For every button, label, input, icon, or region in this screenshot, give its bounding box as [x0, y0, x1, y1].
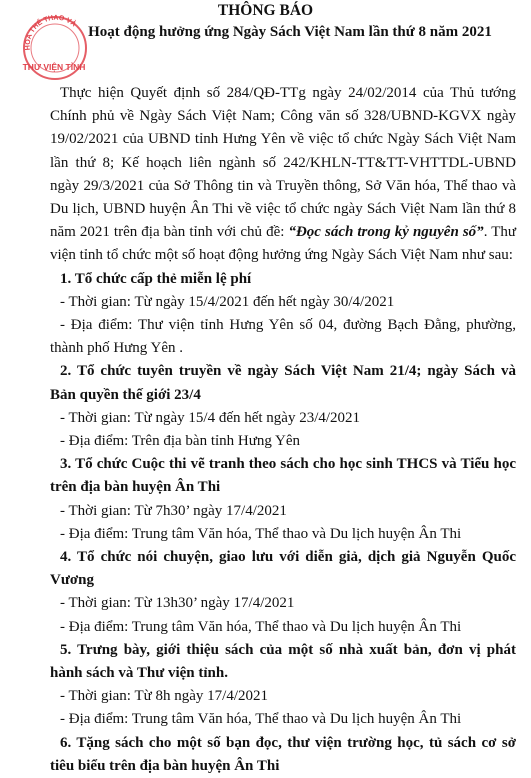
section-1-time: - Thời gian: Từ ngày 15/4/2021 đến hết ngày 30/4/2021 — [60, 293, 395, 310]
document-subtitle: Hoạt động hưởng ứng Ngày Sách Việt Nam lần thứ 8 năm 2021 — [88, 24, 492, 40]
section-3-heading: 3. Tổ chức Cuộc thi vẽ tranh theo sách cho học sinh THCS và Tiểu học trên địa bàn huyện Ân Thi — [50, 456, 516, 496]
section-4-heading: 4. Tổ chức nói chuyện, giao lưu với diễn giả, dịch giả Nguyễn Quốc Vương — [50, 549, 516, 589]
official-stamp — [20, 12, 90, 82]
theme-quote: “Đọc sách trong kỷ nguyên số” — [288, 224, 484, 241]
section-5-heading: 5. Trưng bày, giới thiệu sách của một số nhà xuất bản, đơn vị phát hành sách và Thư viện tỉnh. — [50, 641, 516, 682]
section-3-location: - Địa điểm: Trung tâm Văn hóa, Thể thao và Du lịch huyện Ân Thi — [60, 525, 462, 542]
section-4-location: - Địa điểm: Trung tâm Văn hóa, Thể thao và Du lịch huyện Ân Thi — [60, 618, 462, 635]
intro-text-end: . Thư viện tỉnh tổ chức một số hoạt động hưởng ứng Ngày Sách Việt Nam như sau: — [50, 224, 517, 264]
section-3-time: - Thời gian: Từ 7h30’ ngày 17/4/2021 — [60, 502, 287, 519]
intro-paragraph — [50, 82, 516, 268]
section-1-location: - Địa điểm: Thư viện tỉnh Hưng Yên số 04, đường Bạch Đằng, phường, thành phố Hưng Yên . — [50, 317, 516, 357]
section-5-location: - Địa điểm: Trung tâm Văn hóa, Thể thao và Du lịch huyện Ân Thi — [60, 711, 462, 728]
section-2-location: - Địa điểm: Trên địa bàn tỉnh Hưng Yên — [60, 433, 301, 450]
section-1-heading: 1. Tổ chức cấp thẻ miễn lệ phí — [60, 270, 252, 287]
section-5-time: - Thời gian: Từ 8h ngày 17/4/2021 — [60, 688, 268, 705]
section-6-heading: 6. Tặng sách cho một số bạn đọc, thư viện trường học, tủ sách cơ sở tiêu biểu trên địa bàn huyện Ân Thi — [50, 734, 516, 774]
section-2-heading: 2. Tổ chức tuyên truyền về ngày Sách Việt Nam 21/4; ngày Sách và Bản quyền thế giới 23/4 — [50, 363, 516, 403]
intro-text: Thực hiện Quyết định số 284/QĐ-TTg ngày 24/02/2014 của Thủ tướng Chính phủ về Ngày Sách Việt Nam; Công văn số 328/UBND-KGVX ngày 19/02/2021 của UBND tỉnh Hưng Yên về việc tổ chức Ngày Sách Việt Nam lần thứ 8; Kế hoạch liên ngành số 242/KHLN-TT&TT-VHTTDL-UBND ngày 29/3/2021 của Sở Thông tin và Truyền thông, Sở Văn hóa, Thể thao và Du lịch, UBND huyện Ân Thi về việc tổ chức ngày Sách Việt Nam lần thứ 8 năm 2021 trên địa bàn tỉnh với chủ đề: — [50, 85, 516, 241]
section-2-time: - Thời gian: Từ ngày 15/4 đến hết ngày 23/4/2021 — [60, 409, 361, 426]
document-body — [50, 82, 516, 778]
stamp-top-text: HÓA THỂ THAO VÀ — [24, 14, 78, 51]
document-title: THÔNG BÁO — [217, 2, 314, 19]
stamp-bottom-text: THƯ VIỆN TỈNH — [22, 62, 86, 72]
section-4-time: - Thời gian: Từ 13h30’ ngày 17/4/2021 — [60, 595, 295, 612]
